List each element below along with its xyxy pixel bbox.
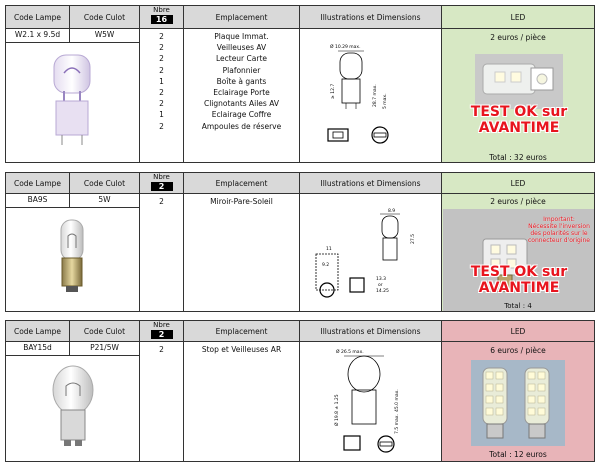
badge-line: AVANTIME (478, 120, 560, 136)
dim-label: 13.3 (376, 277, 387, 282)
qty-item: 2 (159, 65, 164, 75)
bay15d-bulb-image (6, 356, 139, 461)
note-line: des polarités sur le (530, 230, 588, 237)
w5w-bulb-image (6, 43, 139, 162)
note-line: Important: (543, 216, 575, 223)
dimension-drawing-cell (299, 341, 442, 462)
qty-item: 2 (159, 197, 164, 206)
note-line: Nécessite l'inversion (528, 223, 590, 230)
nbre-value: 2 (151, 182, 173, 191)
led-photo (471, 360, 565, 446)
emplacement-item: Clignotants Ailes AV (203, 99, 279, 109)
nbre-label: Nbre (153, 321, 170, 329)
badge-line: TEST OK sur (470, 264, 568, 280)
header-led: LED (441, 5, 595, 29)
emplacement-item: Ampoules de réserve (201, 121, 282, 131)
header-code-lampe: Code Lampe (5, 320, 70, 342)
bay15d-dimension-drawing (300, 342, 441, 461)
qty-item: 2 (159, 54, 164, 64)
code-lampe-value: BAY15d (5, 341, 70, 356)
dim-label: Ø 19.8 ± 1.25 (335, 394, 340, 426)
qty-item: 1 (159, 110, 164, 120)
code-lampe-value: W2.1 x 9.5d (5, 28, 70, 43)
led-price: 6 euros / pièce (490, 346, 546, 355)
emplacement-item: Stop et Veilleuses AR (201, 345, 282, 354)
lamp-section-bay15d (5, 320, 595, 462)
header-code-lampe: Code Lampe (5, 172, 70, 194)
qty-item: 2 (159, 345, 164, 354)
emplacement-item: Miroir-Pare-Soleil (210, 197, 273, 206)
qty-item: 2 (159, 99, 164, 109)
code-lampe-value: BA9S (5, 193, 70, 208)
header-code-culot: Code Culot (69, 172, 140, 194)
emplacement-item: Plafonnier (222, 65, 261, 75)
dim-label: Ø 26.5 max. (336, 350, 364, 355)
note-line: connecteur d'origine (527, 237, 591, 244)
header-led: LED (441, 172, 595, 194)
lamp-photo-cell (5, 355, 140, 462)
code-culot-value: W5W (69, 28, 140, 43)
quantity-list (139, 28, 184, 163)
header-code-culot: Code Culot (69, 320, 140, 342)
emplacement-list (183, 193, 300, 312)
led-cell (441, 28, 595, 163)
emplacement-item: Plaque Immat. (214, 32, 269, 41)
dim-label: or (378, 283, 383, 288)
header-nbre (139, 5, 184, 29)
lamp-photo-cell (5, 207, 140, 312)
dim-label: 7.5 max. (395, 414, 400, 434)
code-culot-value: P21/5W (69, 341, 140, 356)
qty-item: 2 (159, 88, 164, 98)
quantity-list (139, 341, 184, 462)
ba9s-dimension-drawing (300, 194, 441, 311)
qty-item: 2 (159, 32, 164, 41)
lamp-section-ba9s (5, 172, 595, 312)
quantity-list (139, 193, 184, 312)
header-code-lampe: Code Lampe (5, 5, 70, 29)
header-emplacement: Emplacement (183, 172, 300, 194)
header-nbre (139, 320, 184, 342)
dim-label: 28.7 max. (373, 84, 378, 107)
dim-label: 5 max. (383, 93, 388, 109)
qty-item: 1 (159, 76, 164, 86)
dim-label: 8.9 (388, 209, 396, 214)
led-total: Total : 4 (504, 302, 532, 310)
emplacement-item: Eclairage Coffre (211, 110, 272, 120)
led-cell (441, 341, 595, 462)
nbre-label: Nbre (153, 173, 170, 181)
dim-label: 14.25 (376, 289, 389, 294)
header-emplacement: Emplacement (183, 5, 300, 29)
lamp-photo-cell (5, 42, 140, 163)
dim-label: 9.2 (322, 263, 330, 268)
qty-item: 2 (159, 43, 164, 53)
nbre-value: 16 (151, 15, 173, 24)
badge-line: AVANTIME (478, 280, 560, 296)
header-emplacement: Emplacement (183, 320, 300, 342)
dim-label: ≥ 12.7 (331, 83, 336, 99)
emplacement-item: Veilleuses AV (216, 43, 267, 53)
led-price: 2 euros / pièce (490, 197, 546, 206)
dim-label: 27.5 (411, 233, 416, 244)
dim-label: Ø 10.29 max. (330, 45, 361, 50)
header-nbre (139, 172, 184, 194)
header-illustrations: Illustrations et Dimensions (299, 320, 442, 342)
emplacement-item: Lecteur Carte (215, 54, 268, 64)
dimension-drawing-cell (299, 193, 442, 312)
emplacement-item: Boîte à gants (216, 76, 267, 86)
dimension-drawing-cell (299, 28, 442, 163)
w5w-dimension-drawing (300, 29, 441, 162)
emplacement-list (183, 28, 300, 163)
badge-line: TEST OK sur (470, 104, 568, 120)
header-illustrations: Illustrations et Dimensions (299, 172, 442, 194)
led-cell (441, 193, 595, 312)
qty-item: 2 (159, 121, 164, 131)
code-culot-value: 5W (69, 193, 140, 208)
emplacement-item: Eclairage Porte (213, 88, 270, 98)
test-ok-badge (442, 264, 595, 296)
dim-label: 45.0 max. (395, 389, 400, 412)
led-price: 2 euros / pièce (490, 33, 546, 42)
nbre-label: Nbre (153, 6, 170, 14)
led-photo (475, 54, 563, 109)
dim-label: 11 (326, 247, 332, 252)
header-illustrations: Illustrations et Dimensions (299, 5, 442, 29)
header-code-culot: Code Culot (69, 5, 140, 29)
nbre-value: 2 (151, 330, 173, 339)
emplacement-list (183, 341, 300, 462)
led-total: Total : 12 euros (489, 450, 547, 459)
ba9s-bulb-image (6, 208, 139, 311)
test-ok-badge (442, 104, 595, 136)
led-polarity-note (524, 216, 594, 244)
header-led: LED (441, 320, 595, 342)
lamp-section-w5w (5, 5, 595, 163)
led-total: Total : 32 euros (489, 153, 547, 162)
